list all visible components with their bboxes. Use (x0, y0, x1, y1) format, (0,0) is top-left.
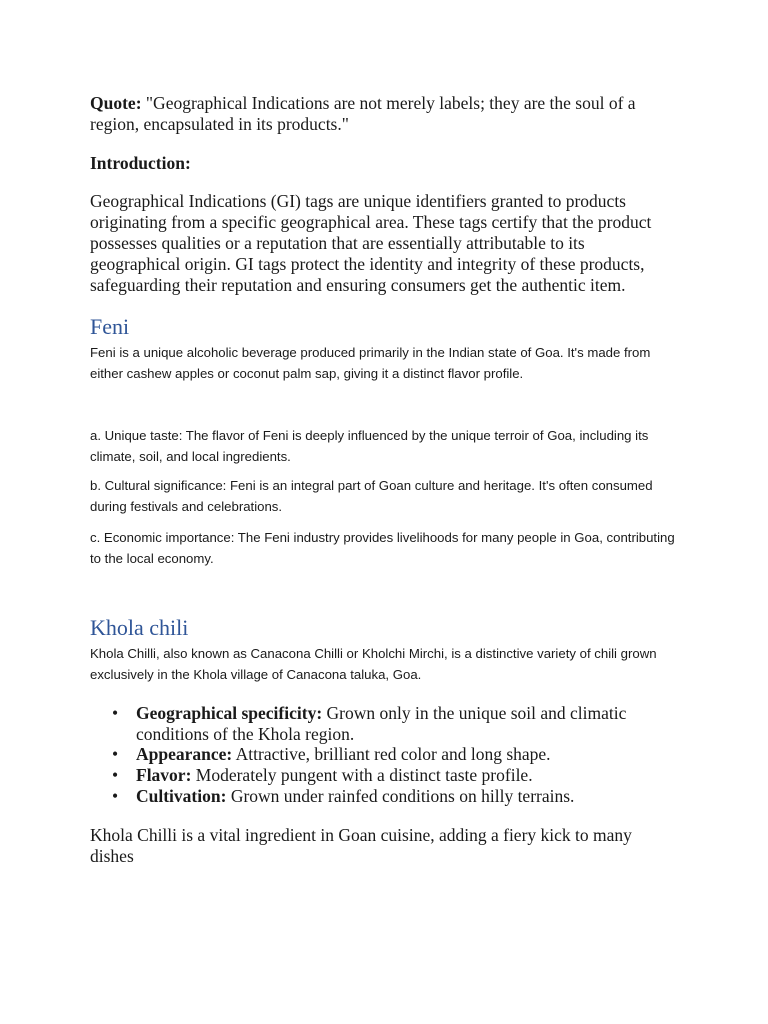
list-item (90, 744, 650, 765)
bullet-label: Appearance: (136, 744, 233, 765)
bullet-text: Grown under rainfed conditions on hilly terrains. (226, 785, 575, 806)
feni-point-economic-importance: c. Economic importance: The Feni industry provides livelihoods for many people in Goa, contributing to the local economy. (90, 530, 675, 566)
bullet-text: Moderately pungent with a distinct taste profile. (191, 765, 533, 786)
bullet-label: Flavor: (136, 765, 192, 786)
list-item (90, 786, 650, 807)
feni-point-cultural-significance: b. Cultural significance: Feni is an integral part of Goan culture and heritage. It's often consumed during festivals and celebrations. (90, 478, 653, 514)
khola-chili-bullet-list (90, 703, 650, 807)
list-item (90, 703, 650, 744)
quote-text: "Geographical Indications are not merely labels; they are the soul of a region, encapsulated in its products." (90, 93, 636, 134)
bullet-label: Geographical specificity: (136, 703, 323, 723)
feni-point-unique-taste: a. Unique taste: The flavor of Feni is deeply influenced by the unique terroir of Goa, including its climate, soil, and local ingredients. (90, 428, 649, 464)
list-item (90, 765, 650, 786)
bullet-text: Attractive, brilliant red color and long shape. (232, 744, 551, 765)
quote-paragraph (90, 93, 665, 135)
bullet-text: Grown only in the unique soil and climatic conditions of the Khola region. (136, 703, 627, 744)
bullet-label: Cultivation: (136, 785, 227, 806)
feni-heading: Feni (90, 314, 130, 339)
quote-label: Quote: (90, 93, 142, 113)
introduction-heading: Introduction: (90, 153, 191, 173)
khola-chili-closing: Khola Chilli is a vital ingredient in Goan cuisine, adding a fiery kick to many dishes (90, 825, 632, 866)
introduction-body: Geographical Indications (GI) tags are unique identifiers granted to products originating from a specific geographical area. These tags certify that the product possesses qualities or a reputation that are essentially attributable to its geographical origin. GI tags protect the identity and integrity of these products, safeguarding their reputation and ensuring consumers get the authentic item. (90, 191, 652, 295)
khola-chili-description: Khola Chilli, also known as Canacona Chilli or Kholchi Mirchi, is a distinctive variety of chili grown exclusively in the Khola village of Canacona taluka, Goa. (90, 646, 657, 682)
khola-chili-heading: Khola chili (90, 615, 189, 640)
feni-description: Feni is a unique alcoholic beverage produced primarily in the Indian state of Goa. It's made from either cashew apples or coconut palm sap, giving it a distinct flavor profile. (90, 345, 651, 381)
